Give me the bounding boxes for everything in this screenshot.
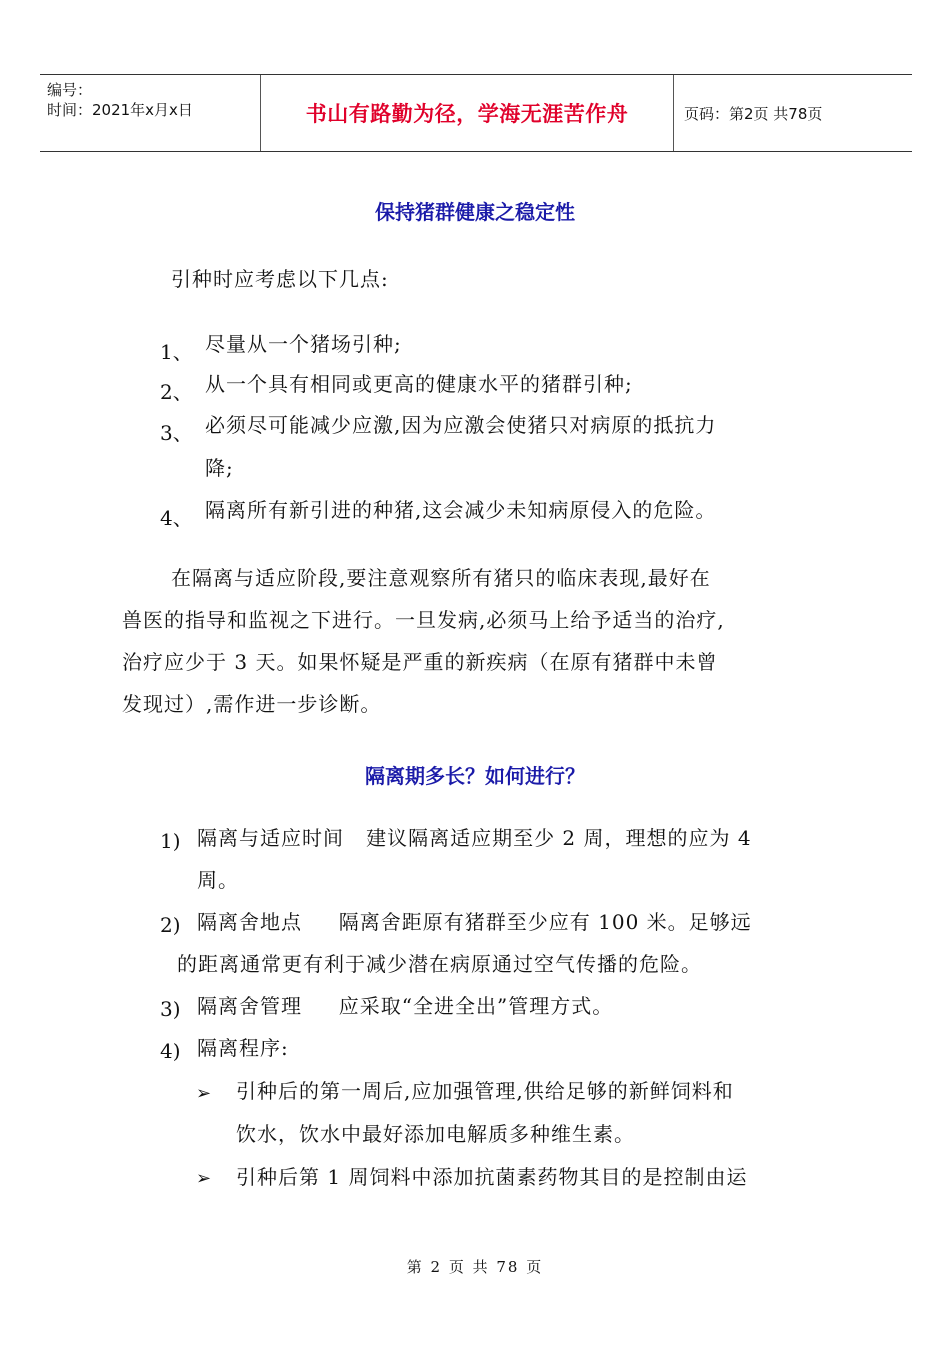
section1-intro: 引种时应考虑以下几点:: [171, 267, 389, 291]
code-label: 编号：: [47, 81, 93, 99]
section1-title: 保持猪群健康之稳定性: [375, 200, 575, 224]
list-item-text-continuation: 周。: [197, 868, 239, 892]
list-item-number: 4、: [160, 506, 193, 530]
arrow-bullet-icon: ➢: [196, 1083, 212, 1104]
header-page-cell: [674, 75, 912, 151]
section2-title: 隔离期多长？如何进行？: [365, 764, 585, 788]
paragraph-line: 兽医的指导和监视之下进行。一旦发病,必须马上给予适当的治疗,: [122, 608, 725, 632]
list-item-text: 必须尽可能减少应激,因为应激会使猪只对病原的抵抗力: [205, 413, 717, 437]
list-item-text: 隔离舍管理 应采取“全进全出”管理方式。: [197, 994, 614, 1018]
arrow-bullet-icon: ➢: [196, 1168, 212, 1189]
list-item-text: 隔离程序:: [197, 1036, 289, 1060]
paragraph-line: 在隔离与适应阶段,要注意观察所有猪只的临床表现,最好在: [171, 566, 711, 590]
list-item-text: 隔离与适应时间 建议隔离适应期至少 2 周，理想的应为 4: [197, 826, 752, 850]
date-label: 时间：2021年x月x日: [47, 101, 193, 119]
list-item-text: 从一个具有相同或更高的健康水平的猪群引种;: [205, 372, 633, 396]
list-item-number: 2、: [160, 380, 193, 404]
list-item-number: 2): [160, 913, 181, 937]
page-label: 页码：第2页 共78页: [684, 104, 823, 123]
bullet-text-continuation: 饮水，饮水中最好添加电解质多种维生素。: [236, 1122, 635, 1146]
list-item-text: 隔离舍地点 隔离舍距原有猪群至少应有 100 米。足够远: [197, 910, 752, 934]
bullet-text: 引种后第 1 周饲料中添加抗菌素药物其目的是控制由运: [236, 1165, 748, 1189]
list-item-text: 尽量从一个猪场引种;: [205, 332, 402, 356]
list-item-text-continuation: 的距离通常更有利于减少潜在病原通过空气传播的危险。: [177, 952, 702, 976]
header-motto-cell: [261, 75, 674, 151]
list-item-text: 隔离所有新引进的种猪,这会减少未知病原侵入的危险。: [205, 498, 717, 522]
list-item-text-continuation: 降;: [205, 456, 234, 480]
page-header: [40, 74, 912, 152]
list-item-number: 1、: [160, 340, 193, 364]
paragraph-line: 治疗应少于 3 天。如果怀疑是严重的新疾病（在原有猪群中未曾: [122, 650, 718, 674]
list-item-number: 3、: [160, 421, 193, 445]
bullet-text: 引种后的第一周后,应加强管理,供给足够的新鲜饲料和: [236, 1079, 734, 1103]
paragraph-line: 发现过）,需作进一步诊断。: [122, 692, 382, 716]
list-item-number: 4): [160, 1039, 181, 1063]
motto: 书山有路勤为径，学海无涯苦作舟: [305, 102, 629, 126]
page-footer: 第 2 页 共 78 页: [406, 1258, 544, 1276]
header-meta-cell: [40, 75, 261, 151]
list-item-number: 1): [160, 829, 181, 853]
list-item-number: 3): [160, 997, 181, 1021]
